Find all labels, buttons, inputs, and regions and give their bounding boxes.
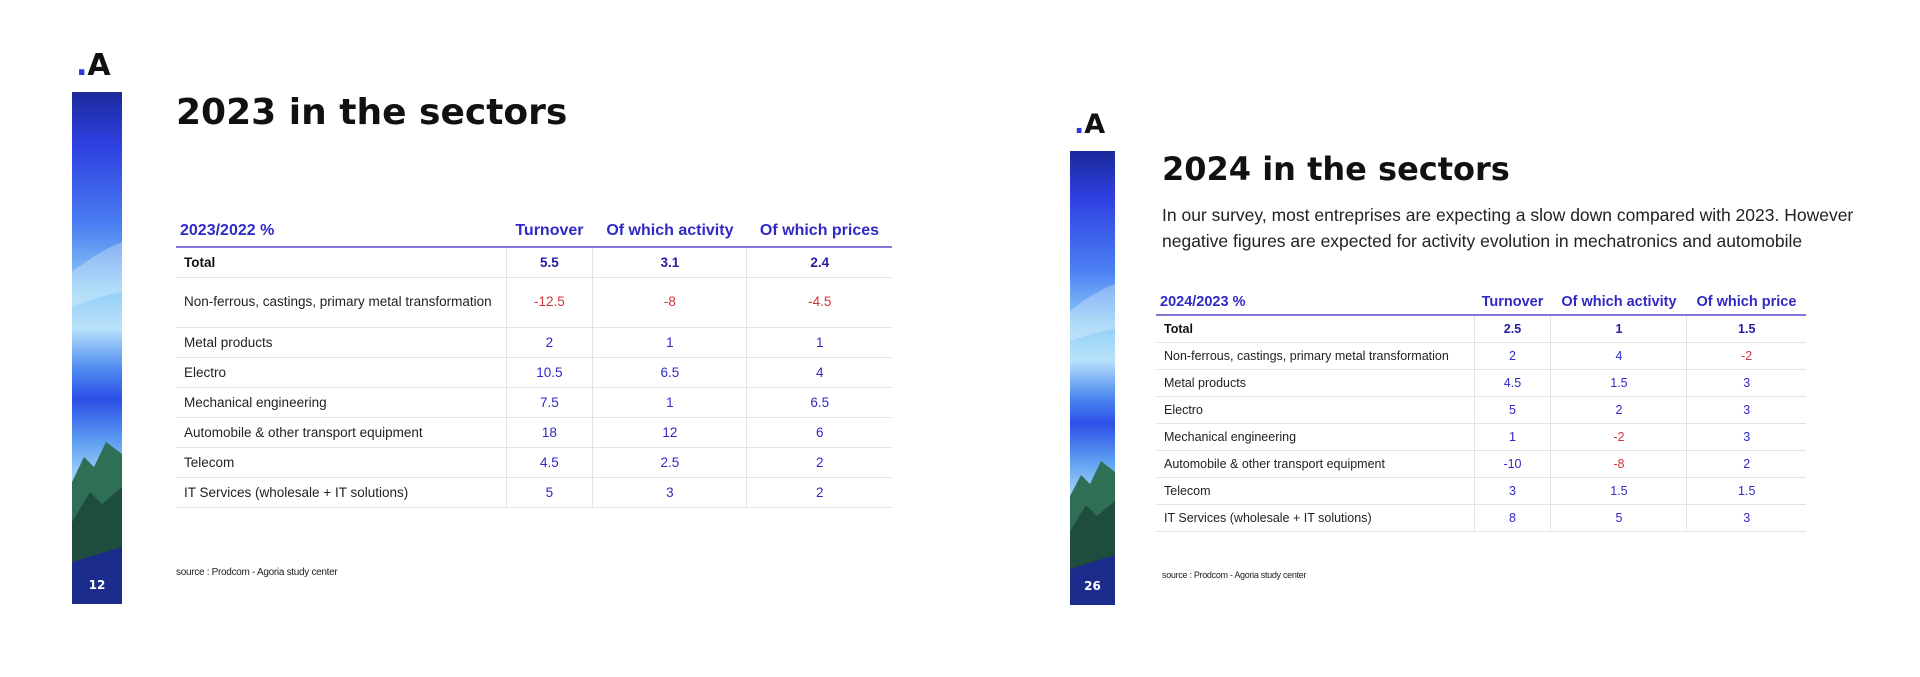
cell-activity: 12 — [593, 417, 747, 447]
cell-activity: 2.5 — [593, 447, 747, 477]
cell-activity: -8 — [1551, 450, 1687, 477]
table-row — [1156, 396, 1806, 423]
cell-activity: 1.5 — [1551, 369, 1687, 396]
column-header-turnover: Turnover — [1474, 293, 1551, 315]
column-header-activity: Of which activity — [1551, 293, 1687, 315]
sector-table — [1156, 293, 1806, 532]
cell-activity: 4 — [1551, 342, 1687, 369]
column-header-price: Of which price — [1687, 293, 1806, 315]
table-row — [1156, 450, 1806, 477]
intro-paragraph: In our survey, most entreprises are expecting a slow down compared with 2023. However negative figures are expected for activity evolution in mechatronics and automobile — [1162, 205, 1854, 251]
cell-turnover: 3 — [1474, 477, 1551, 504]
slide-2023 — [60, 40, 920, 610]
cell-prices: 2 — [747, 447, 892, 477]
source-note: source : Prodcom - Agoria study center — [176, 567, 338, 578]
decorative-side-band — [72, 92, 122, 604]
cell-turnover: 10.5 — [506, 357, 593, 387]
row-label: Mechanical engineering — [1156, 423, 1474, 450]
row-label: Total — [176, 247, 506, 277]
table-row — [1156, 504, 1806, 531]
cell-price: 3 — [1687, 423, 1806, 450]
cell-turnover: 5 — [1474, 396, 1551, 423]
sector-table — [176, 220, 892, 508]
cell-turnover: 2.5 — [1474, 315, 1551, 342]
cell-turnover: 7.5 — [506, 387, 593, 417]
cell-turnover: -12.5 — [506, 277, 593, 327]
row-label: Electro — [1156, 396, 1474, 423]
column-header-prices: Of which prices — [747, 220, 892, 247]
cell-activity: 1 — [593, 387, 747, 417]
table-row-total — [1156, 315, 1806, 342]
cell-price: 1.5 — [1687, 477, 1806, 504]
table-row-total — [176, 247, 892, 277]
cell-activity: 1 — [593, 327, 747, 357]
row-label: IT Services (wholesale + IT solutions) — [1156, 504, 1474, 531]
slide-2024 — [1070, 105, 1870, 605]
row-label: Automobile & other transport equipment — [1156, 450, 1474, 477]
cell-activity: 3 — [593, 477, 747, 507]
cell-activity: -2 — [1551, 423, 1687, 450]
page-number: 26 — [1084, 579, 1101, 593]
table-header-row — [1156, 293, 1806, 315]
table-row — [1156, 423, 1806, 450]
cell-activity: 6.5 — [593, 357, 747, 387]
row-label: IT Services (wholesale + IT solutions) — [176, 477, 506, 507]
cell-turnover: 8 — [1474, 504, 1551, 531]
cell-turnover: 2 — [506, 327, 593, 357]
table-row — [1156, 477, 1806, 504]
cell-turnover: 5 — [506, 477, 593, 507]
slide-title: 2023 in the sectors — [176, 92, 568, 133]
cell-price: 3 — [1687, 504, 1806, 531]
agoria-logo: .A — [1074, 109, 1106, 140]
cell-prices: 4 — [747, 357, 892, 387]
cell-activity: 1.5 — [1551, 477, 1687, 504]
landscape-graphic — [72, 92, 122, 604]
cell-activity: 5 — [1551, 504, 1687, 531]
row-label: Non-ferrous, castings, primary metal transformation — [1156, 342, 1474, 369]
cell-price: -2 — [1687, 342, 1806, 369]
cell-price: 3 — [1687, 369, 1806, 396]
table-row — [1156, 342, 1806, 369]
decorative-side-band — [1070, 151, 1115, 605]
row-label: Electro — [176, 357, 506, 387]
cell-prices: -4.5 — [747, 277, 892, 327]
cell-prices: 1 — [747, 327, 892, 357]
column-header-turnover: Turnover — [506, 220, 593, 247]
cell-turnover: 4.5 — [506, 447, 593, 477]
row-label: Metal products — [176, 327, 506, 357]
agoria-logo: .A — [76, 48, 111, 83]
cell-turnover: 5.5 — [506, 247, 593, 277]
table-row — [176, 327, 892, 357]
table-row — [176, 477, 892, 507]
row-label: Automobile & other transport equipment — [176, 417, 506, 447]
landscape-graphic — [1070, 151, 1115, 605]
row-label: Mechanical engineering — [176, 387, 506, 417]
cell-activity: -8 — [593, 277, 747, 327]
table-row — [176, 277, 892, 327]
page-number: 12 — [88, 578, 106, 592]
cell-activity: 3.1 — [593, 247, 747, 277]
column-header-period: 2023/2022 % — [176, 220, 506, 247]
cell-turnover: 1 — [1474, 423, 1551, 450]
table-row — [176, 387, 892, 417]
cell-turnover: -10 — [1474, 450, 1551, 477]
cell-turnover: 2 — [1474, 342, 1551, 369]
table-row — [176, 417, 892, 447]
cell-turnover: 4.5 — [1474, 369, 1551, 396]
row-label: Telecom — [176, 447, 506, 477]
column-header-activity: Of which activity — [593, 220, 747, 247]
cell-price: 3 — [1687, 396, 1806, 423]
source-note: source : Prodcom - Agoria study center — [1162, 570, 1307, 580]
slide-title: 2024 in the sectors — [1162, 150, 1510, 188]
row-label: Non-ferrous, castings, primary metal transformation — [176, 277, 506, 327]
cell-prices: 6.5 — [747, 387, 892, 417]
table-row — [1156, 369, 1806, 396]
cell-price: 1.5 — [1687, 315, 1806, 342]
cell-activity: 2 — [1551, 396, 1687, 423]
column-header-period: 2024/2023 % — [1156, 293, 1474, 315]
cell-prices: 2 — [747, 477, 892, 507]
row-label: Total — [1156, 315, 1474, 342]
cell-price: 2 — [1687, 450, 1806, 477]
cell-prices: 2.4 — [747, 247, 892, 277]
cell-prices: 6 — [747, 417, 892, 447]
cell-activity: 1 — [1551, 315, 1687, 342]
row-label: Metal products — [1156, 369, 1474, 396]
table-header-row — [176, 220, 892, 247]
table-row — [176, 357, 892, 387]
row-label: Telecom — [1156, 477, 1474, 504]
cell-turnover: 18 — [506, 417, 593, 447]
table-row — [176, 447, 892, 477]
